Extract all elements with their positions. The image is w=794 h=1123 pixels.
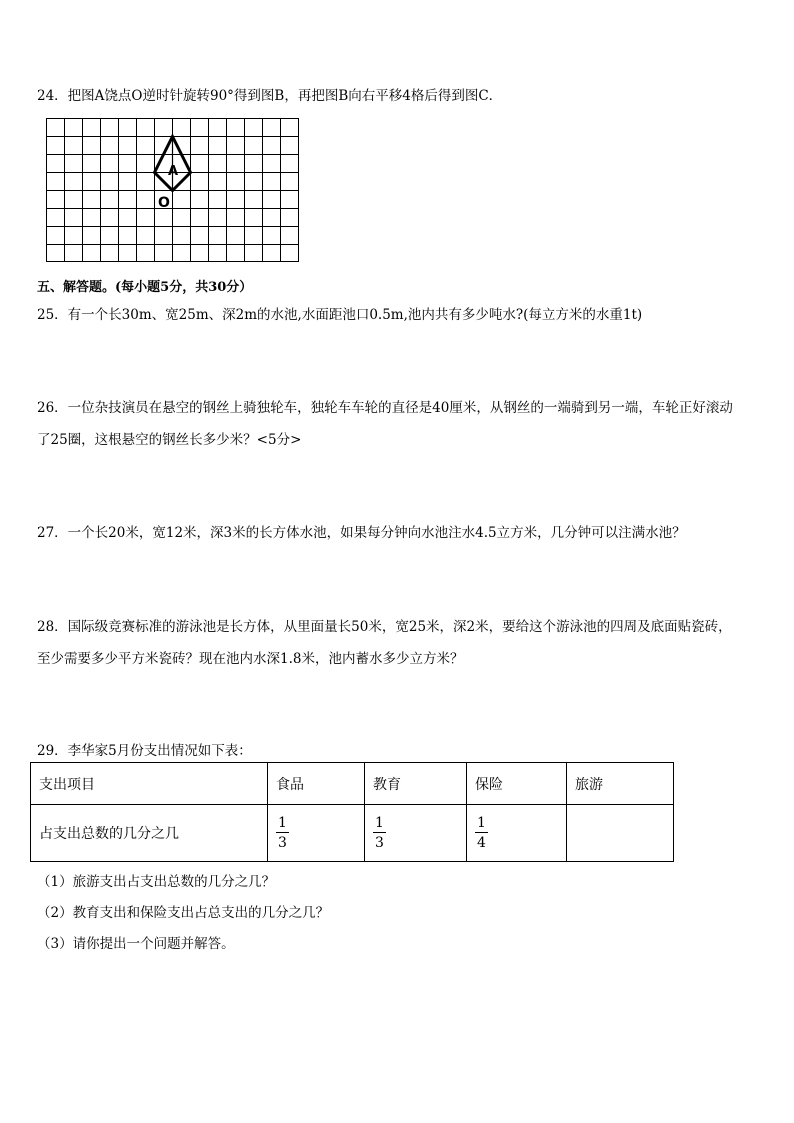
fraction-numerator: 1 (375, 814, 384, 831)
table-cell-travel (567, 805, 674, 862)
table-row (31, 805, 674, 862)
question-25-text: 25．有一个长30m、宽25m、深2m的水池,水面距池口0.5m,池内共有多少吨水?(每立方米的水重1t) (37, 307, 643, 323)
question-26-line2: 了25圈，这根悬空的钢丝长多少米？<5分> (37, 432, 302, 448)
grid-figure (46, 118, 300, 268)
fraction-denominator: 3 (375, 834, 384, 851)
fraction-denominator: 3 (278, 834, 287, 851)
question-29-sub3: （3）请你提出一个问题并解答。 (37, 936, 235, 952)
fraction-education (373, 816, 386, 850)
table-header-cell: 保险 (467, 763, 567, 805)
section-5-title: 五、解答题。(每小题5分，共30分） (37, 280, 253, 295)
fraction-numerator: 1 (278, 814, 287, 831)
table-cell-food (268, 805, 365, 862)
fraction-insurance (475, 816, 488, 850)
grid-svg (46, 118, 300, 264)
question-27-text: 27．一个长20米，宽12米，深3米的长方体水池，如果每分钟向水池注水4.5立方米，几分钟可以注满水池？ (37, 525, 686, 541)
question-24-text: 24．把图A饶点O逆时针旋转90°得到图B，再把图B向右平移4格后得到图C． (37, 88, 503, 104)
question-29-sub2: （2）教育支出和保险支出占总支出的几分之几？ (37, 905, 330, 921)
table-header-cell: 教育 (365, 763, 467, 805)
table-header-row (31, 763, 674, 805)
figure-label-o: O (158, 195, 170, 211)
question-28-line2: 至少需要多少平方米瓷砖？现在池内水深1.8米，池内蓄水多少立方米？ (37, 651, 464, 667)
table-cell-insurance (467, 805, 567, 862)
question-29-intro: 29．李华家5月份支出情况如下表： (37, 743, 252, 759)
figure-label-a: A (167, 164, 179, 179)
expense-table (30, 762, 674, 862)
question-29-sub1: （1）旅游支出占支出总数的几分之几？ (37, 874, 276, 890)
fraction-numerator: 1 (477, 814, 486, 831)
table-row-label: 占支出总数的几分之几 (31, 805, 268, 862)
fraction-food (276, 816, 289, 850)
table-header-cell: 旅游 (567, 763, 674, 805)
table-cell-education (365, 805, 467, 862)
question-26-line1: 26．一位杂技演员在悬空的钢丝上骑独轮车，独轮车车轮的直径是40厘米，从钢丝的一端骑到另一端，车轮正好滚动 (37, 400, 733, 416)
table-header-cell: 支出项目 (31, 763, 268, 805)
fraction-denominator: 4 (477, 834, 486, 851)
question-28-line1: 28．国际级竞赛标准的游泳池是长方体，从里面量长50米，宽25米，深2米，要给这个游泳池的四周及底面贴瓷砖， (37, 619, 732, 635)
table-header-cell: 食品 (268, 763, 365, 805)
